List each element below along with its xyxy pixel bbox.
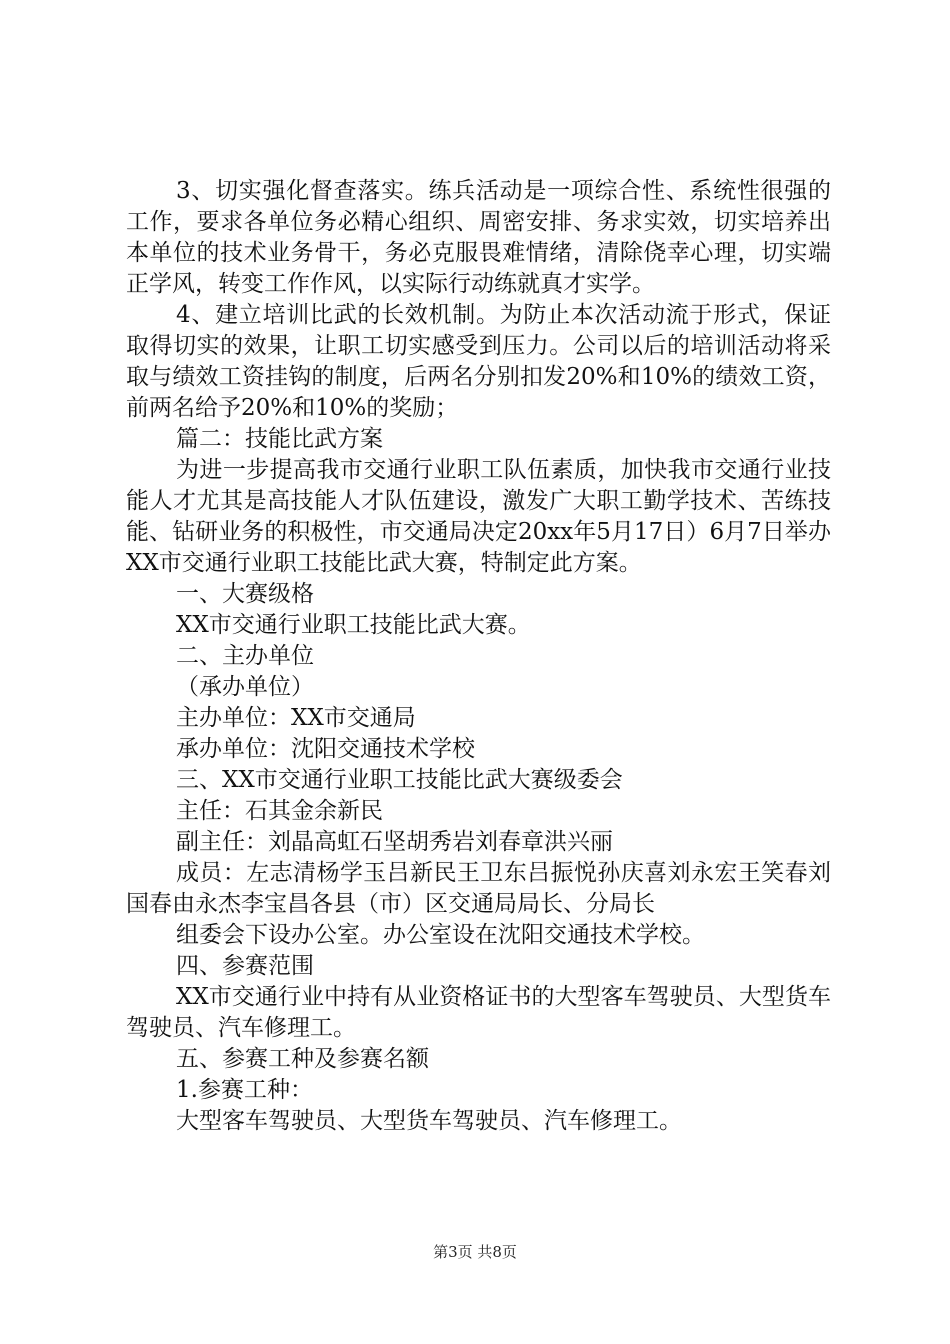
line-host-unit: 主办单位：XX市交通局 xyxy=(176,705,416,731)
paragraph-supervision: 3、切实强化督查落实。练兵活动是一项综合性、系统性很强的工作，要求各单位务必精心组织、周密安排、务求实效，切实培养出本单位的技术业务骨干，务必克服畏难情绪，清除侥幸心理，切实端正学风，转变工作作风，以实际行动练就真才实学。 xyxy=(126,178,831,297)
line-competition-name: XX市交通行业职工技能比武大赛。 xyxy=(176,612,531,638)
line-co-organizer-note: （承办单位） xyxy=(176,674,314,700)
section-title-part-two: 篇二：技能比武方案 xyxy=(176,426,383,452)
line-job-types: 大型客车驾驶员、大型货车驾驶员、汽车修理工。 xyxy=(176,1108,682,1134)
paragraph-long-term-mechanism: 4、建立培训比武的长效机制。为防止本次活动流于形式，保证取得切实的效果，让职工切实感受到压力。公司以后的培训活动将采取与绩效工资挂钩的制度，后两名分别扣发20%和10%的绩效工资，前两名给予20%和10%的奖励； xyxy=(126,302,831,421)
line-job-types-label: 1.参赛工种： xyxy=(176,1077,313,1103)
heading-committee: 三、XX市交通行业职工技能比武大赛级委会 xyxy=(176,767,623,793)
paragraph-members: 成员：左志清杨学玉吕新民王卫东吕振悦孙庆喜刘永宏王笑春刘国春由永杰李宝昌各县（市）区交通局局长、分局长 xyxy=(126,860,831,917)
heading-participation-scope: 四、参赛范围 xyxy=(176,953,314,979)
line-director: 主任：石其金余新民 xyxy=(176,798,383,824)
line-deputy-director: 副主任：刘晶高虹石坚胡秀岩刘春章洪兴丽 xyxy=(176,829,613,855)
heading-job-types-quota: 五、参赛工种及参赛名额 xyxy=(176,1046,429,1072)
page-number-footer: 第3页 共8页 xyxy=(433,1243,517,1261)
heading-competition-level: 一、大赛级格 xyxy=(176,581,314,607)
line-undertaking-unit: 承办单位：沈阳交通技术学校 xyxy=(176,736,475,762)
document-body xyxy=(126,176,831,1137)
line-office: 组委会下设办公室。办公室设在沈阳交通技术学校。 xyxy=(176,922,705,948)
paragraph-introduction: 为进一步提高我市交通行业职工队伍素质，加快我市交通行业技能人才尤其是高技能人才队伍建设，激发广大职工勤学技术、苦练技能、钻研业务的积极性，市交通局决定20xx年5月17日）6月7日举办XX市交通行业职工技能比武大赛，特制定此方案。 xyxy=(126,457,831,576)
heading-organizers: 二、主办单位 xyxy=(176,643,314,669)
paragraph-scope: XX市交通行业中持有从业资格证书的大型客车驾驶员、大型货车驾驶员、汽车修理工。 xyxy=(126,984,831,1041)
